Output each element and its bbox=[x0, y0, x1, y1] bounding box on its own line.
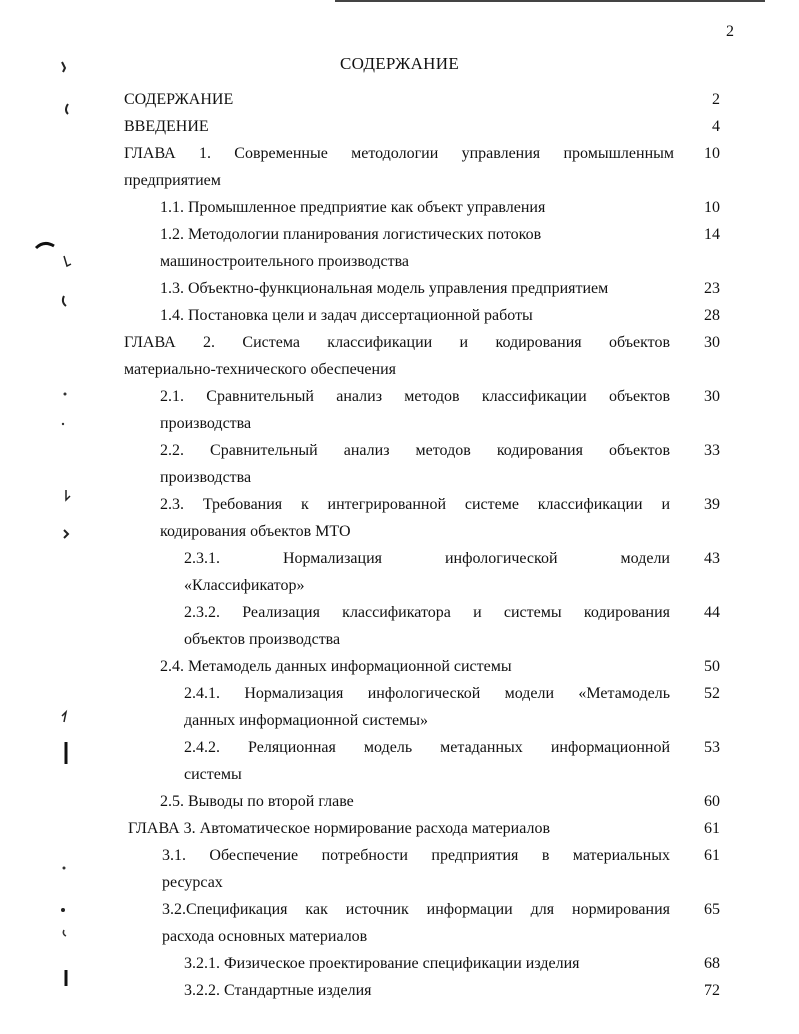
toc-entry bbox=[124, 113, 674, 140]
toc-entry-text-cont: системы bbox=[184, 766, 242, 783]
toc-entry-page: 53 bbox=[704, 739, 720, 756]
toc-entry-page: 72 bbox=[704, 982, 720, 999]
toc-entry bbox=[184, 734, 670, 788]
toc-entry-page: 30 bbox=[704, 388, 720, 405]
scan-speck bbox=[61, 908, 65, 912]
toc-entry-text: 2.1. Сравнительный анализ методов классификации объектов bbox=[160, 388, 670, 405]
toc-entry-text: 2.2. Сравнительный анализ методов кодирования объектов bbox=[160, 442, 670, 459]
toc-entry-text: 2.4.1. Нормализация инфологической модели «Метамодель bbox=[184, 685, 670, 702]
toc-entry-page: 33 bbox=[704, 442, 720, 459]
toc-entry-text: 3.2.Спецификация как источник информации для нормирования bbox=[162, 901, 670, 918]
toc-entry-page: 65 bbox=[704, 901, 720, 918]
toc-entry-text: 3.2.2. Стандартные изделия bbox=[184, 982, 372, 999]
scan-speck bbox=[64, 530, 68, 538]
toc-entry bbox=[160, 221, 680, 275]
scan-speck bbox=[63, 930, 66, 936]
toc-entry bbox=[162, 896, 670, 950]
toc-entry-text: 3.1. Обеспечение потребности предприятия в материальных bbox=[162, 847, 670, 864]
toc-entry-text: ВВЕДЕНИЕ bbox=[124, 118, 209, 135]
toc-entry-text: 1.3. Объектно-функциональная модель управления предприятием bbox=[160, 280, 609, 297]
toc-entry-text-cont: производства bbox=[160, 415, 252, 432]
toc-entry-page: 28 bbox=[704, 307, 720, 324]
toc-entry-page: 68 bbox=[704, 955, 720, 972]
toc-entry-page: 39 bbox=[704, 496, 720, 513]
toc-entry-text: 3.2.1. Физическое проектирование спецификации изделия bbox=[184, 955, 580, 972]
toc-entry-text: 2.3. Требования к интегрированной системе классификации и bbox=[160, 496, 670, 513]
scan-speck bbox=[62, 712, 66, 722]
toc-entry-text-cont: материально-технического обеспечения bbox=[124, 361, 396, 378]
toc-entry-text-cont: объектов производства bbox=[184, 631, 341, 648]
toc-entry-page: 14 bbox=[704, 226, 720, 243]
scan-speck bbox=[64, 393, 67, 396]
toc-entry-page: 23 bbox=[704, 280, 720, 297]
toc-entry-page: 61 bbox=[704, 847, 720, 864]
toc-entry-page: 60 bbox=[704, 793, 720, 810]
toc-entry bbox=[184, 977, 684, 1004]
toc-entry bbox=[184, 950, 684, 977]
toc-entry-text: 2.5. Выводы по второй главе bbox=[160, 793, 354, 810]
toc-entry bbox=[124, 86, 674, 113]
toc-entry-text: СОДЕРЖАНИЕ bbox=[124, 91, 234, 108]
toc-entry-text: 1.1. Промышленное предприятие как объект управления bbox=[160, 199, 546, 216]
toc-entry bbox=[162, 842, 670, 896]
toc-entry bbox=[160, 491, 670, 545]
toc-entry bbox=[184, 545, 670, 599]
toc-entry bbox=[160, 194, 680, 221]
toc-entry-page: 50 bbox=[704, 658, 720, 675]
toc-entry-text-cont: производства bbox=[160, 469, 252, 486]
page-title: СОДЕРЖАНИЕ bbox=[339, 54, 460, 73]
scan-speck bbox=[66, 104, 68, 114]
toc-entry-text: 2.3.2. Реализация классификатора и системы кодирования bbox=[184, 604, 670, 621]
toc-entry-text-cont: кодирования объектов МТО bbox=[160, 523, 351, 540]
toc-entry-page: 52 bbox=[704, 685, 720, 702]
toc-entry-text-cont: расхода основных материалов bbox=[162, 928, 368, 945]
toc-entry-text: ГЛАВА 1. Современные методологии управления промышленным bbox=[124, 145, 674, 162]
toc-entry-text-cont: «Классификатор» bbox=[184, 577, 305, 594]
toc-entry-page: 4 bbox=[712, 118, 720, 135]
toc-entry bbox=[160, 275, 680, 302]
toc-entry-text: 1.4. Постановка цели и задач диссертационной работы bbox=[160, 307, 533, 324]
toc-entry bbox=[124, 140, 674, 194]
page-number: 2 bbox=[726, 23, 734, 40]
toc-entry bbox=[160, 788, 680, 815]
scan-speck bbox=[63, 867, 66, 870]
toc-entry bbox=[184, 599, 670, 653]
scan-speck bbox=[62, 423, 64, 425]
toc-entry bbox=[124, 329, 670, 383]
toc-entry bbox=[160, 653, 680, 680]
toc-entry bbox=[160, 302, 680, 329]
toc-entry-page: 43 bbox=[704, 550, 720, 567]
toc-entry-page: 10 bbox=[704, 199, 720, 216]
toc-entry bbox=[160, 383, 670, 437]
toc-entry-text-cont: данных информационной системы» bbox=[184, 712, 429, 729]
toc-entry-page: 44 bbox=[704, 604, 720, 621]
scan-speck bbox=[63, 296, 66, 306]
toc-entry-page: 61 bbox=[704, 820, 720, 837]
toc-entry bbox=[184, 680, 670, 734]
toc-entry-text-cont: ресурсах bbox=[162, 874, 223, 891]
toc-entry-text: 1.2. Методологии планирования логистических потоков bbox=[160, 226, 542, 243]
toc-entry-text: ГЛАВА 2. Система классификации и кодирования объектов bbox=[124, 334, 670, 351]
scan-speck bbox=[36, 243, 54, 248]
toc-entry bbox=[160, 437, 670, 491]
toc-entry bbox=[128, 815, 678, 842]
toc-entry-text: 2.3.1. Нормализация инфологической модели bbox=[184, 550, 670, 567]
toc-entry-text: 2.4.2. Реляционная модель метаданных информационной bbox=[184, 739, 670, 756]
toc-entry-text: ГЛАВА 3. Автоматическое нормирование расхода материалов bbox=[128, 820, 551, 837]
toc-entry-text-cont: предприятием bbox=[124, 172, 221, 189]
toc-entry-text-cont: машиностроительного производства bbox=[160, 253, 410, 270]
toc-entry-page: 2 bbox=[712, 91, 720, 108]
toc-entry-text: 2.4. Метамодель данных информационной системы bbox=[160, 658, 512, 675]
scan-speck bbox=[64, 256, 71, 266]
scan-speck bbox=[66, 490, 70, 500]
toc-entry-page: 10 bbox=[704, 145, 720, 162]
toc-entry-page: 30 bbox=[704, 334, 720, 351]
top-rule bbox=[335, 0, 765, 2]
